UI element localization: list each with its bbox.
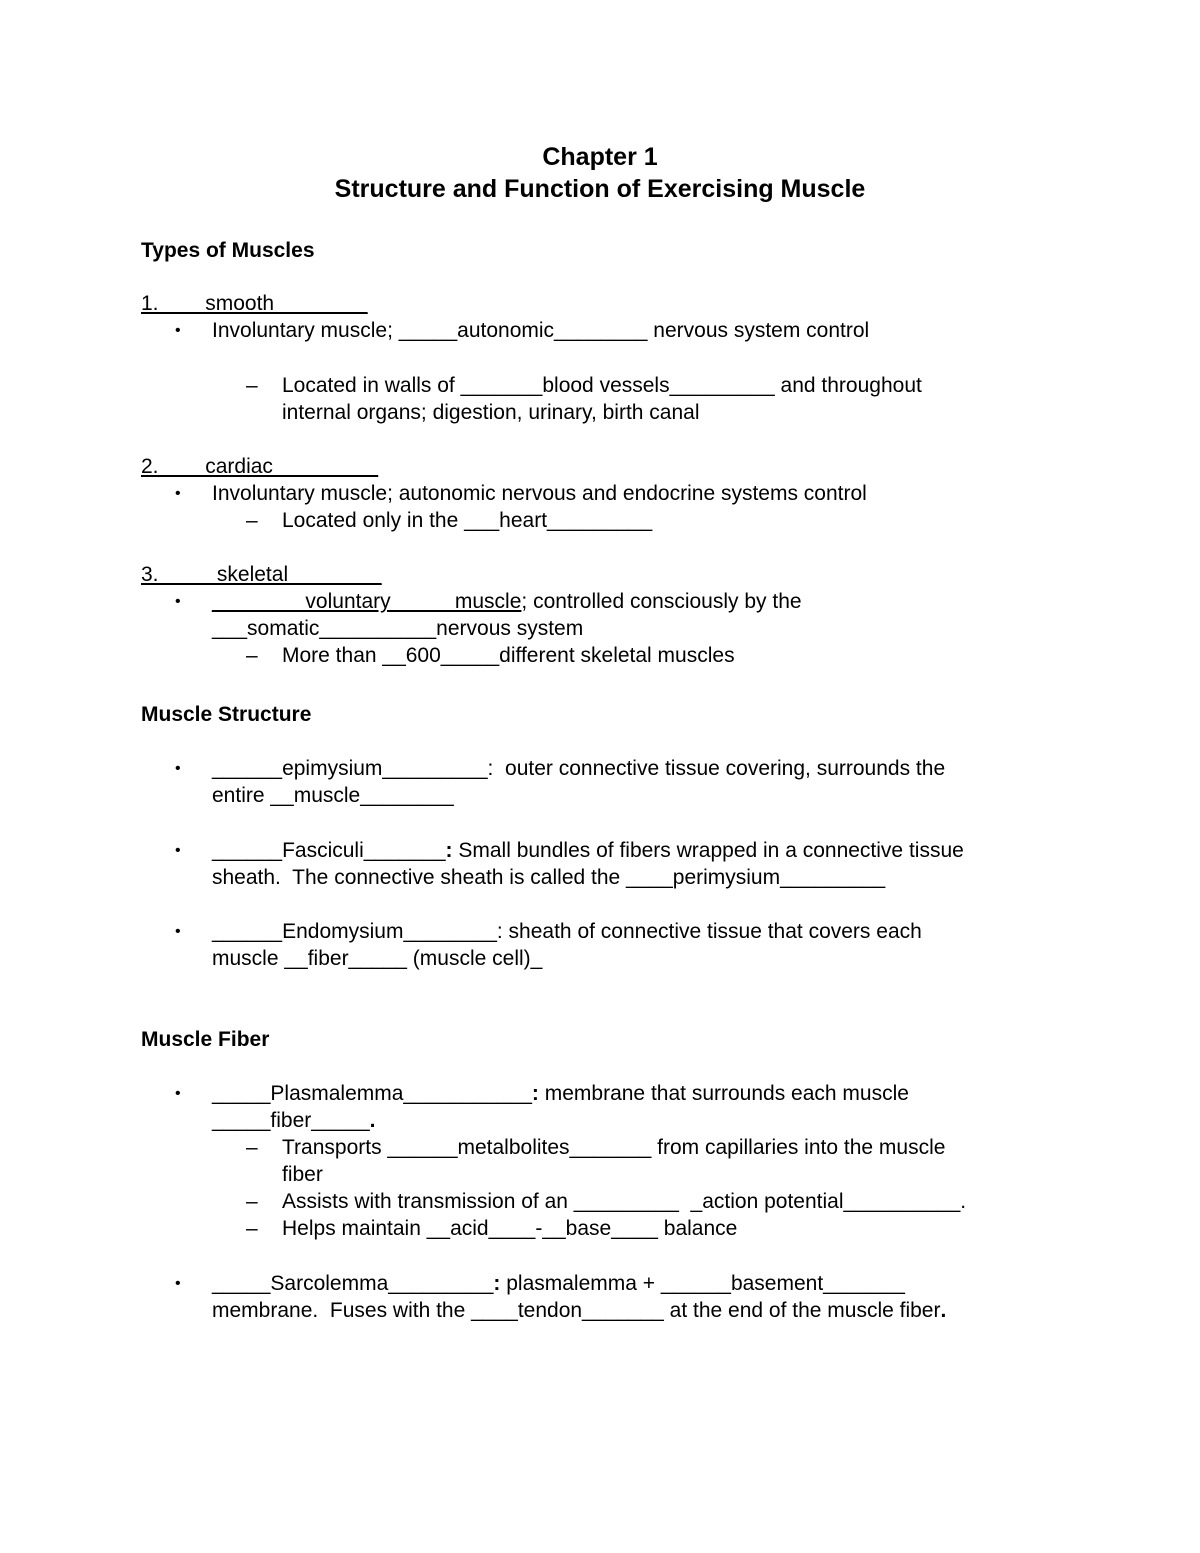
bullet-icon: •	[175, 485, 181, 502]
type-1-sub-line2: internal organs; digestion, urinary, birth canal	[282, 401, 700, 424]
endomysium-line2: muscle __fiber_____ (muscle cell)_	[212, 947, 543, 970]
section-heading-fiber: Muscle Fiber	[141, 1028, 270, 1051]
type-3-sub: More than __600_____different skeletal muscles	[282, 644, 735, 667]
section-heading-types: Types of Muscles	[141, 239, 315, 262]
dash-icon: –	[246, 644, 258, 667]
type-3-bullet-line2: ___somatic__________nervous system	[212, 617, 584, 640]
bullet-icon: •	[175, 760, 181, 777]
page-title: Structure and Function of Exercising Muscle	[334, 175, 866, 203]
epimysium-line1: ______epimysium_________: outer connective tissue covering, surrounds the	[212, 757, 946, 780]
bullet-icon: •	[175, 923, 181, 940]
epimysium-line2: entire __muscle________	[212, 784, 454, 807]
plasmalemma-sub3: Helps maintain __acid____-__base____ balance	[282, 1217, 738, 1240]
type-1-bullet: Involuntary muscle; _____autonomic________ nervous system control	[212, 319, 870, 342]
plasmalemma-sub1-line1: Transports ______metalbolites_______ from capillaries into the muscle	[282, 1136, 946, 1159]
plasmalemma-sub1-line2: fiber	[282, 1163, 323, 1186]
plasmalemma-line1: _____Plasmalemma___________: membrane that surrounds each muscle	[212, 1082, 909, 1105]
plasmalemma-line2: _____fiber_____.	[212, 1109, 376, 1132]
bullet-icon: •	[175, 593, 181, 610]
fasciculi-line1: ______Fasciculi_______: Small bundles of fibers wrapped in a connective tissue	[212, 839, 964, 862]
bullet-icon: •	[175, 1085, 181, 1102]
dash-icon: –	[246, 509, 258, 532]
type-3-bullet-line1: ________voluntary_____ muscle; controlled consciously by the	[212, 590, 802, 613]
chapter-label: Chapter 1	[542, 143, 658, 171]
type-3-label: 3._____skeletal________	[141, 563, 382, 586]
plasmalemma-sub2: Assists with transmission of an _________ _action potential__________.	[282, 1190, 967, 1213]
dash-icon: –	[246, 374, 258, 397]
type-2-label: 2.____cardiac_________	[141, 455, 379, 478]
dash-icon: –	[246, 1190, 258, 1213]
sarcolemma-line2: membrane. Fuses with the ____tendon_______ at the end of the muscle fiber.	[212, 1299, 947, 1322]
endomysium-line1: ______Endomysium________: sheath of connective tissue that covers each	[212, 920, 922, 943]
section-heading-structure: Muscle Structure	[141, 703, 312, 726]
type-1-sub-line1: Located in walls of _______blood vessels_________ and throughout	[282, 374, 922, 397]
voluntary-muscle-text: ________voluntary_____ muscle	[212, 590, 522, 613]
type-2-sub: Located only in the ___heart_________	[282, 509, 653, 532]
type-2-bullet: Involuntary muscle; autonomic nervous and endocrine systems control	[212, 482, 867, 505]
fasciculi-line2: sheath. The connective sheath is called the ____perimysium_________	[212, 866, 886, 889]
bullet-icon: •	[175, 1275, 181, 1292]
sarcolemma-line1: _____Sarcolemma_________: plasmalemma + ______basement_______	[212, 1272, 905, 1295]
bullet-icon: •	[175, 322, 181, 339]
dash-icon: –	[246, 1136, 258, 1159]
bullet-icon: •	[175, 842, 181, 859]
type-1-label: 1.____smooth________	[141, 292, 368, 315]
dash-icon: –	[246, 1217, 258, 1240]
